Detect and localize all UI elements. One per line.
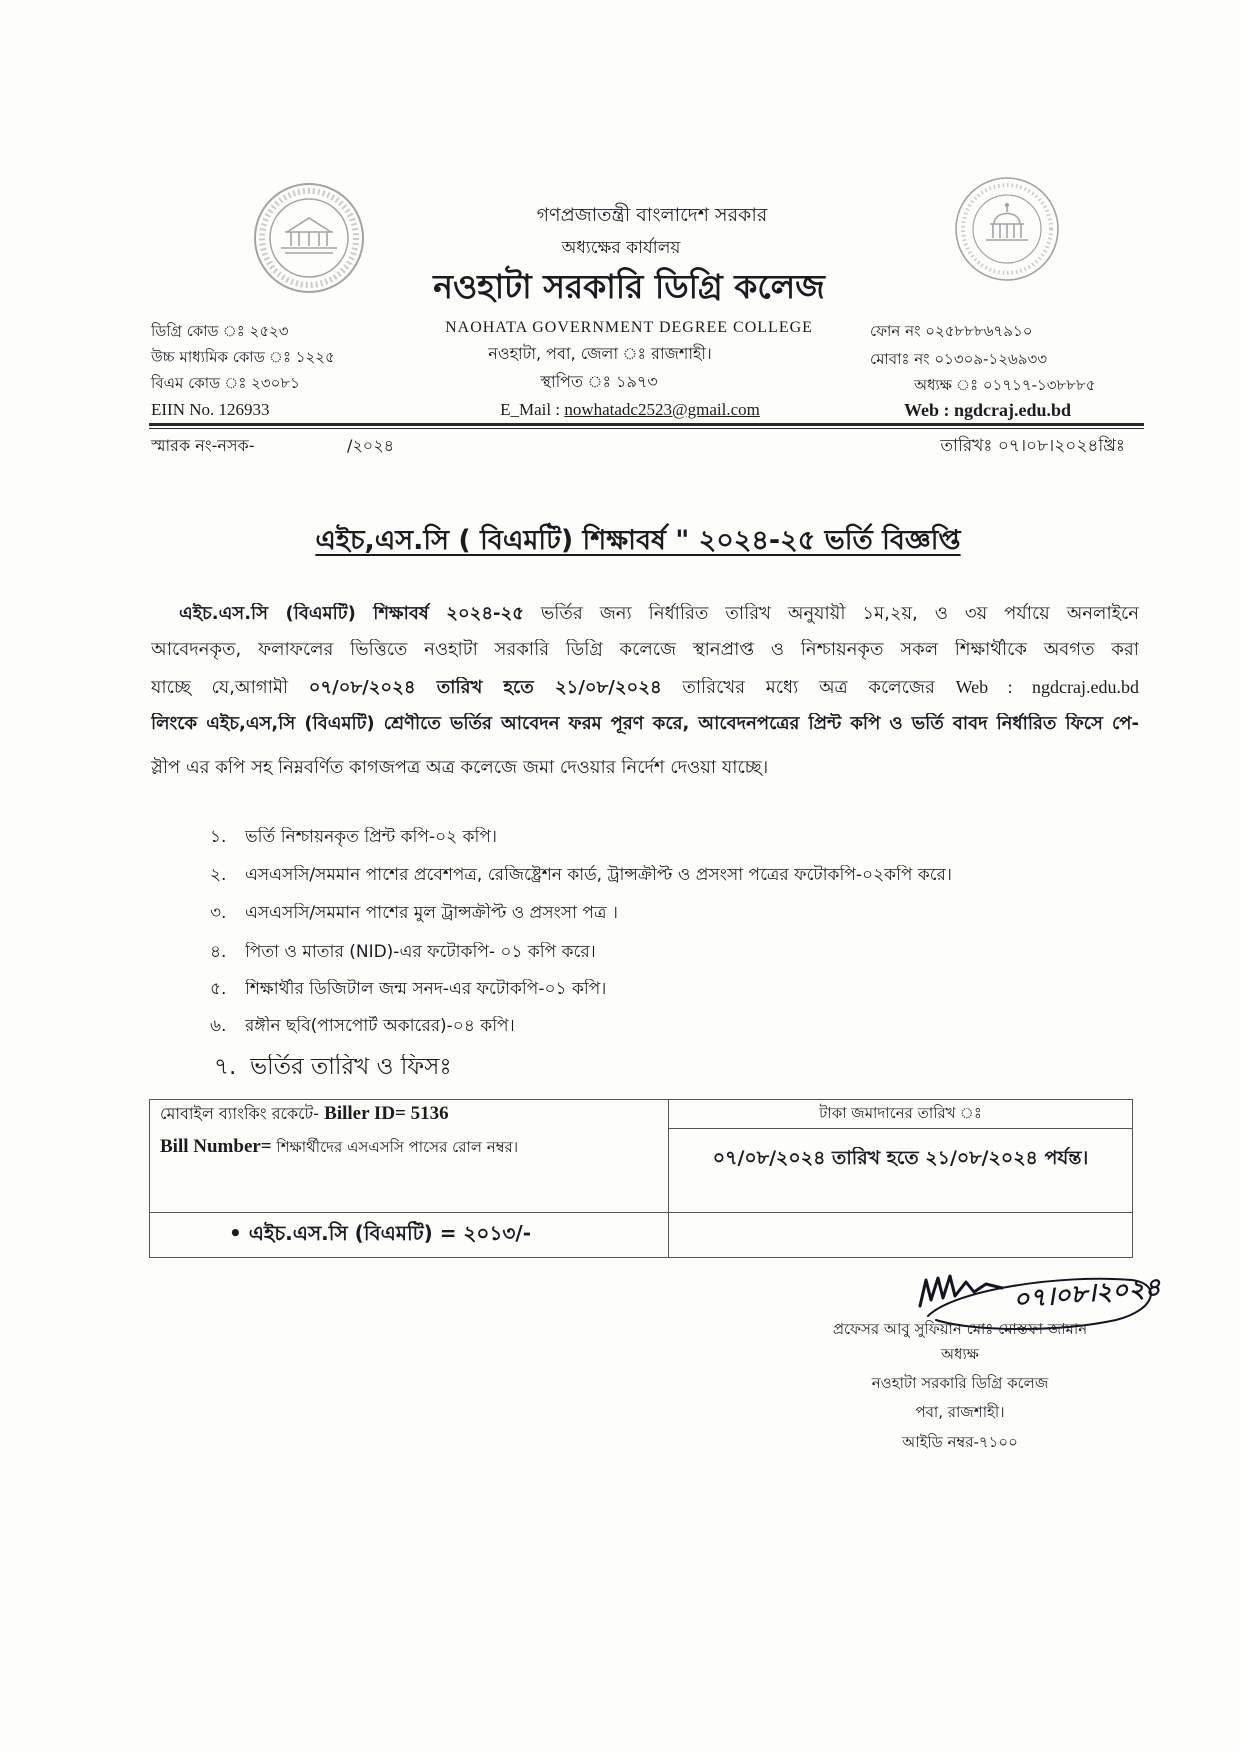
memo-number: স্মারক নং-নসক- (151, 436, 255, 455)
notice-line-1 (179, 603, 1139, 625)
college-name-en: NAOHATA GOVERNMENT DEGREE COLLEGE (445, 319, 813, 336)
notice-line-5: স্লীপ এর কপি সহ নিম্নবর্ণিত কাগজপত্র অত্র কলেজে জমা দেওয়ার নির্দেশ দেওয়া যাচ্ছে। (151, 757, 769, 778)
hsc-code: উচ্চ মাধ্যমিক কোড ঃ ১২২৫ (151, 348, 335, 366)
table-column-divider (668, 1099, 669, 1258)
fees-heading: ভর্তির তারিখ ও ফিসঃ (250, 1054, 452, 1080)
eiin-number: EIIN No. 126933 (151, 400, 270, 419)
list-item: এসএসসি/সমমান পাশের প্রবেশপত্র, রেজিষ্ট্রেশন কার্ড, ট্রান্সক্রীপ্ট ও প্রসংসা পত্রের ফটোকপি-০২কপি করে। (245, 865, 952, 885)
government-heading: গণপ্রজাতন্ত্রী বাংলাদেশ সরকার (536, 204, 768, 226)
list-item-number: ২. (210, 865, 227, 885)
header-divider (149, 423, 1144, 429)
degree-code: ডিগ্রি কোড ঃ ২৫২৩ (151, 322, 289, 340)
principal-number: অধ্যক্ষ ঃ ০১৭১৭-১৩৮৮৮৫ (914, 376, 1096, 394)
signature-date: ০৭।০৮।২০২৪ (1011, 1272, 1162, 1314)
college-emblem-icon (952, 174, 1062, 284)
bm-code: বিএম কোড ঃ ২৩০৮১ (151, 374, 300, 392)
signatory-location: পবা, রাজশাহী। (915, 1403, 1005, 1421)
notice-date: তারিখঃ ০৭।০৮।২০২৪খ্রিঃ (940, 436, 1125, 456)
list-item-number: ৬. (210, 1016, 227, 1036)
payment-date-range: ০৭/০৮/২০২৪ তারিখ হতে ২১/০৮/২০২৪ পর্যন্ত। (712, 1147, 1089, 1169)
list-item: পিতা ও মাতার (NID)-এর ফটোকপি- ০১ কপি করে। (245, 942, 596, 962)
list-item: ভর্তি নিশ্চায়নকৃত প্রিন্ট কপি-০২ কপি। (245, 827, 497, 847)
list-item: এসএসসি/সমমান পাশের মুল ট্রান্সক্রীপ্ট ও প্রসংসা পত্র । (245, 903, 618, 923)
table-header-divider (668, 1128, 1133, 1129)
notice-line-1-text: ভর্তির জন্য নির্ধারিত তারিখ অনুযায়ী ১ম,২য়, ও ৩য় পর্যায়ে অনলাইনে (523, 603, 1139, 624)
college-name-bn: নওহাটা সরকারি ডিগ্রি কলেজ (433, 267, 825, 306)
email-address: nowhatadc2523@gmail.com (564, 400, 760, 419)
list-item-number: ৫. (210, 979, 227, 999)
college-address: নওহাটা, পবা, জেলা ঃ রাজশাহী। (488, 344, 712, 363)
list-item-number: ৩. (210, 903, 227, 923)
signatory-college: নওহাটা সরকারি ডিগ্রি কলেজ (871, 1374, 1049, 1392)
list-item-number: ৪. (210, 942, 227, 962)
signatory-id: আইডি নম্বর-৭১০০ (902, 1433, 1018, 1451)
memo-year: /২০২৪ (347, 436, 394, 455)
signatory-name: প্রফেসর আবু সুফিয়ান মোঃ মোস্তফা জামান (832, 1320, 1088, 1338)
fees-heading-number: ৭. (214, 1054, 237, 1080)
established-year: স্থাপিত ঃ ১৯৭৩ (540, 372, 658, 391)
payment-method-cell (160, 1103, 660, 1126)
list-item: রঙ্গীন ছবি(পাসপোর্ট অকারের)-০৪ কপি। (245, 1016, 515, 1036)
office-heading: অধ্যক্ষের কার্যালয় (561, 238, 681, 258)
payment-date-header: টাকা জমাদানের তারিখ ঃ (819, 1104, 982, 1122)
notice-line-3-text-a: যাচ্ছে যে,আগামী (151, 677, 309, 698)
website: Web : ngdcraj.edu.bd (904, 400, 1072, 420)
notice-line-1-bold: এইচ.এস.সি (বিএমটি) শিক্ষাবর্ষ ২০২৪-২৫ (179, 603, 524, 624)
notice-title: এইচ,এস.সি ( বিএমটি) শিক্ষাবর্ষ " ২০২৪-২৫ ভর্তি বিজ্ঞপ্তি (315, 525, 961, 556)
table-row-divider (149, 1212, 1133, 1213)
phone-number: ফোন নং ০২৫৮৮৮৬৭৯১০ (870, 322, 1033, 340)
notice-line-3-dates: ০৭/০৮/২০২৪ তারিখ হতে ২১/০৮/২০২৪ (308, 677, 662, 698)
notice-line-3-web: Web : ngdcraj.edu.bd (955, 677, 1139, 697)
signatory-designation: অধ্যক্ষ (941, 1345, 979, 1363)
notice-line-3-text-b: তারিখের মধ্যে অত্র কলেজের (661, 677, 956, 698)
bill-number-cell (160, 1136, 660, 1159)
admission-fee: • এইচ.এস.সি (বিএমটি) = ২০১৩/- (229, 1221, 532, 1245)
email-label: E_Mail : (500, 400, 565, 419)
list-item: শিক্ষার্থীর ডিজিটাল জন্ম সনদ-এর ফটোকপি-০১ কপি। (245, 979, 607, 999)
list-item-number: ১. (210, 827, 227, 847)
bill-number-label: Bill Number= (160, 1136, 272, 1157)
biller-id: Biller ID= 5136 (324, 1103, 449, 1124)
mobile-number: মোবাঃ নং ০১৩০৯-১২৬৯৩৩ (870, 350, 1048, 368)
payment-method: মোবাইল ব্যাংকিং রকেটে- (160, 1104, 325, 1123)
notice-line-2: আবেদনকৃত, ফলাফলের ভিত্তিতে নওহাটা সরকারি ডিগ্রি কলেজে স্থানপ্রাপ্ত ও নিশ্চায়নকৃত সকল শিক্ষার্থীকে অবগত করা (151, 639, 1139, 660)
emblem-dome (986, 203, 1028, 240)
bill-number-text: শিক্ষার্থীদের এসএসসি পাসের রোল নম্বর। (271, 1138, 519, 1156)
notice-line-3 (151, 677, 1139, 699)
notice-line-4: লিংকে এইচ,এস,সি (বিএমটি) শ্রেণীতে ভর্তির আবেদন ফরম পূরণ করে, আবেদনপত্রের প্রিন্ট কপি ও ভর্তি বাবদ নির্ধারিত ফিসে পে- (151, 713, 1139, 734)
